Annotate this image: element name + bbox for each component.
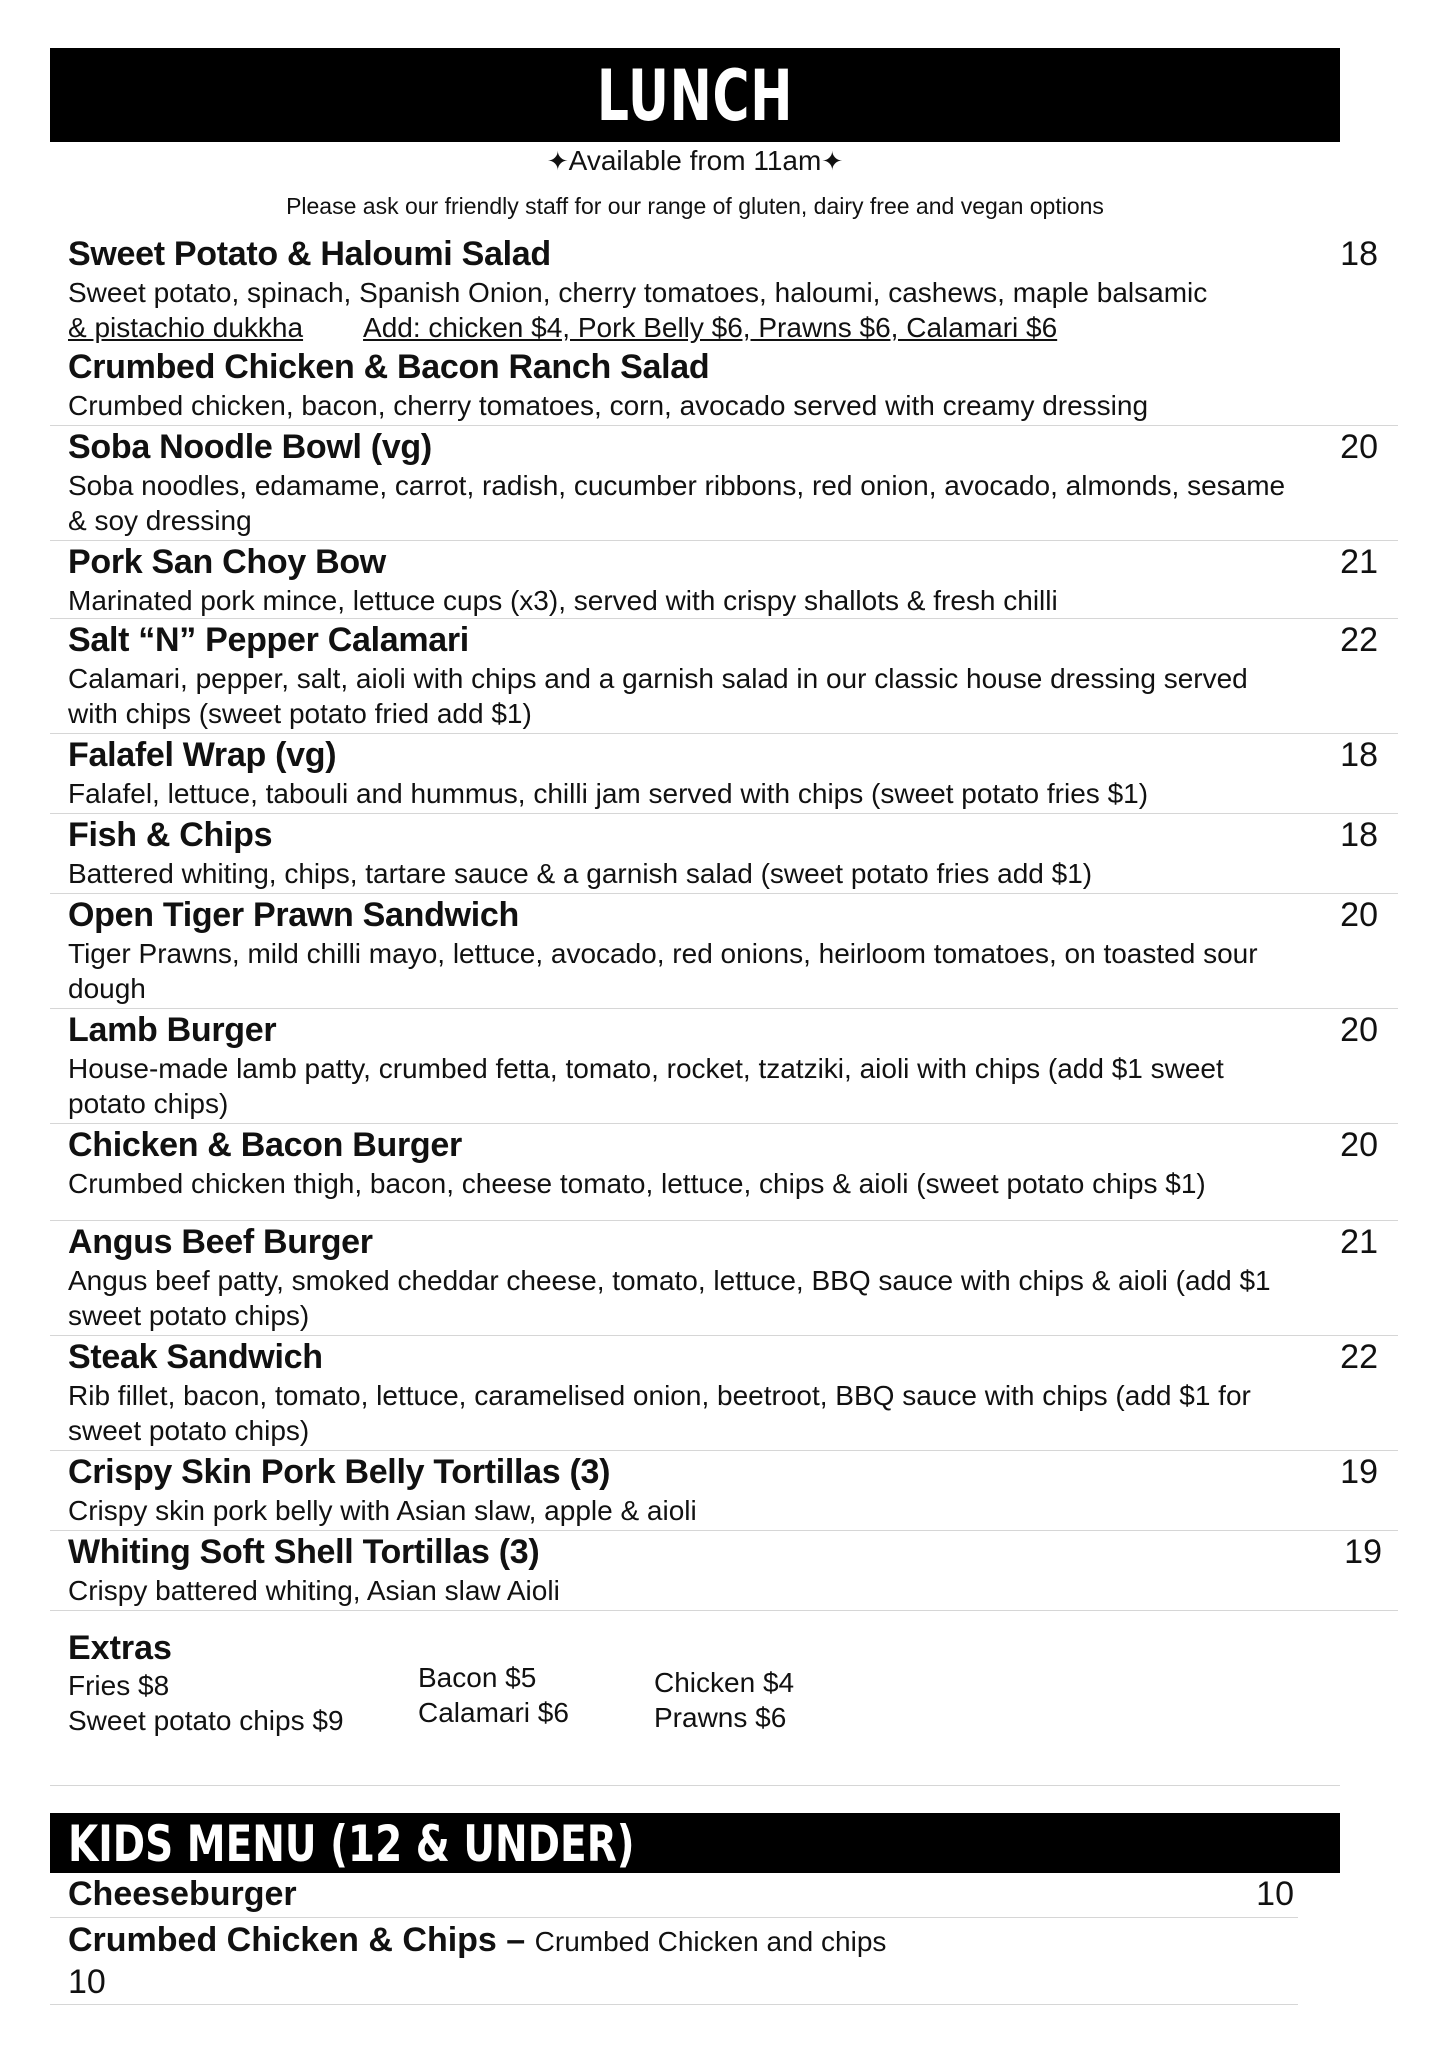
divider <box>50 1785 1340 1786</box>
item-price: 10 <box>68 1963 106 2001</box>
item-description: Crumbed Chicken and chips <box>534 1926 887 1957</box>
divider <box>50 540 1398 541</box>
item-price: 18 <box>1340 235 1378 273</box>
item-price: 20 <box>1340 428 1378 466</box>
item-price: 10 <box>1256 1875 1294 1913</box>
item-name: Chicken & Bacon Burger <box>68 1126 462 1164</box>
star-icon: ✦ <box>546 146 569 176</box>
item-description: Battered whiting, chips, tartare sauce & a garnish salad (sweet potato fries add $1) <box>68 858 1093 889</box>
item-name-line <box>68 1920 1298 1962</box>
item-price: 22 <box>1340 621 1378 659</box>
item-price: 19 <box>1344 1533 1382 1571</box>
extra-item: Prawns $6 <box>654 1702 787 1733</box>
divider <box>50 1450 1398 1451</box>
item-description: Angus beef patty, smoked cheddar cheese, tomato, lettuce, BBQ sauce with chips & aioli (add $1 sweet potato chips) <box>68 1265 1271 1331</box>
item-description: Crispy skin pork belly with Asian slaw, apple & aioli <box>68 1495 697 1526</box>
item-price: 18 <box>1340 736 1378 774</box>
item-description: Calamari, pepper, salt, aioli with chips and a garnish salad in our classic house dressing served with chips (sweet potato fried add $1) <box>68 663 1248 729</box>
item-name: Crispy Skin Pork Belly Tortillas (3) <box>68 1453 611 1491</box>
item-name: Sweet Potato & Haloumi Salad <box>68 235 551 273</box>
lunch-title: LUNCH <box>596 55 794 137</box>
item-description: Tiger Prawns, mild chilli mayo, lettuce, avocado, red onions, heirloom tomatoes, on toasted sour dough <box>68 938 1258 1004</box>
availability-line <box>50 144 1340 178</box>
item-name: Cheeseburger <box>68 1875 297 1913</box>
extras-title: Extras <box>68 1629 172 1667</box>
item-description: Marinated pork mince, lettuce cups (x3), served with crispy shallots & fresh chilli <box>68 585 1058 616</box>
item-description-text: Sweet potato, spinach, Spanish Onion, cherry tomatoes, haloumi, cashews, maple balsamic <box>68 277 1208 308</box>
item-addons: Add: chicken $4, Pork Belly $6, Prawns $6, Calamari $6 <box>363 312 1058 343</box>
item-name: Pork San Choy Bow <box>68 543 386 581</box>
item-description: Rib fillet, bacon, tomato, lettuce, caramelised onion, beetroot, BBQ sauce with chips (add $1 for sweet potato chips) <box>68 1380 1251 1446</box>
item-price: 20 <box>1340 1126 1378 1164</box>
divider <box>50 893 1398 894</box>
extra-item: Chicken $4 <box>654 1667 795 1698</box>
item-name: Fish & Chips <box>68 816 273 854</box>
item-description: Falafel, lettuce, tabouli and hummus, chilli jam served with chips (sweet potato fries $1) <box>68 778 1149 809</box>
divider <box>50 1610 1398 1611</box>
item-name: Falafel Wrap (vg) <box>68 736 337 774</box>
divider <box>50 1123 1398 1124</box>
divider <box>50 813 1398 814</box>
item-description: Soba noodles, edamame, carrot, radish, cucumber ribbons, red onion, avocado, almonds, sesame & soy dressing <box>68 470 1286 536</box>
item-description: Crispy battered whiting, Asian slaw Aioli <box>68 1575 560 1606</box>
item-description: Crumbed chicken, bacon, cherry tomatoes, corn, avocado served with creamy dressing <box>68 390 1149 421</box>
divider <box>50 1335 1398 1336</box>
item-description: House-made lamb patty, crumbed fetta, tomato, rocket, tzatziki, aioli with chips (add $1 sweet potato chips) <box>68 1053 1224 1119</box>
divider <box>50 1220 1398 1221</box>
item-price: 20 <box>1340 1011 1378 1049</box>
item-name: Whiting Soft Shell Tortillas (3) <box>68 1533 540 1571</box>
kids-banner <box>50 1813 1340 1873</box>
extra-item: Fries $8 <box>68 1670 170 1701</box>
divider <box>50 618 1398 619</box>
item-price: 22 <box>1340 1338 1378 1376</box>
item-price: 20 <box>1340 896 1378 934</box>
item-name: Salt “N” Pepper Calamari <box>68 621 469 659</box>
kids-menu-item <box>68 1874 1298 1914</box>
item-name: Open Tiger Prawn Sandwich <box>68 896 519 934</box>
extra-item: Bacon $5 <box>418 1662 537 1693</box>
divider <box>50 425 1398 426</box>
item-name: Soba Noodle Bowl (vg) <box>68 428 432 466</box>
kids-menu-item <box>68 1920 1298 2001</box>
item-price: 21 <box>1340 543 1378 581</box>
item-name: Lamb Burger <box>68 1011 277 1049</box>
dietary-note: Please ask our friendly staff for our range of gluten, dairy free and vegan options <box>286 193 1104 219</box>
divider <box>50 1530 1398 1531</box>
item-name: Crumbed Chicken & Bacon Ranch Salad <box>68 348 710 386</box>
item-description: Crumbed chicken thigh, bacon, cheese tomato, lettuce, chips & aioli (sweet potato chips $1) <box>68 1168 1206 1199</box>
availability-text: Available from 11am <box>568 145 822 176</box>
divider <box>50 1917 1298 1918</box>
divider <box>50 733 1398 734</box>
item-name: Steak Sandwich <box>68 1338 323 1376</box>
extra-item: Calamari $6 <box>418 1697 569 1728</box>
item-price: 18 <box>1340 816 1378 854</box>
star-icon: ✦ <box>821 146 844 176</box>
item-name: Crumbed Chicken & Chips <box>68 1921 497 1959</box>
kids-title: KIDS MENU (12 & UNDER) <box>68 1815 635 1873</box>
divider <box>50 2004 1298 2005</box>
lunch-banner <box>50 48 1340 142</box>
item-price: 19 <box>1340 1453 1378 1491</box>
item-description <box>68 275 1293 345</box>
item-separator: – <box>496 1921 535 1959</box>
divider <box>50 1008 1398 1009</box>
item-name: Angus Beef Burger <box>68 1223 373 1261</box>
item-price: 21 <box>1340 1223 1378 1261</box>
extra-item: Sweet potato chips $9 <box>68 1705 344 1736</box>
item-description-text: & pistachio dukkha <box>68 312 304 343</box>
